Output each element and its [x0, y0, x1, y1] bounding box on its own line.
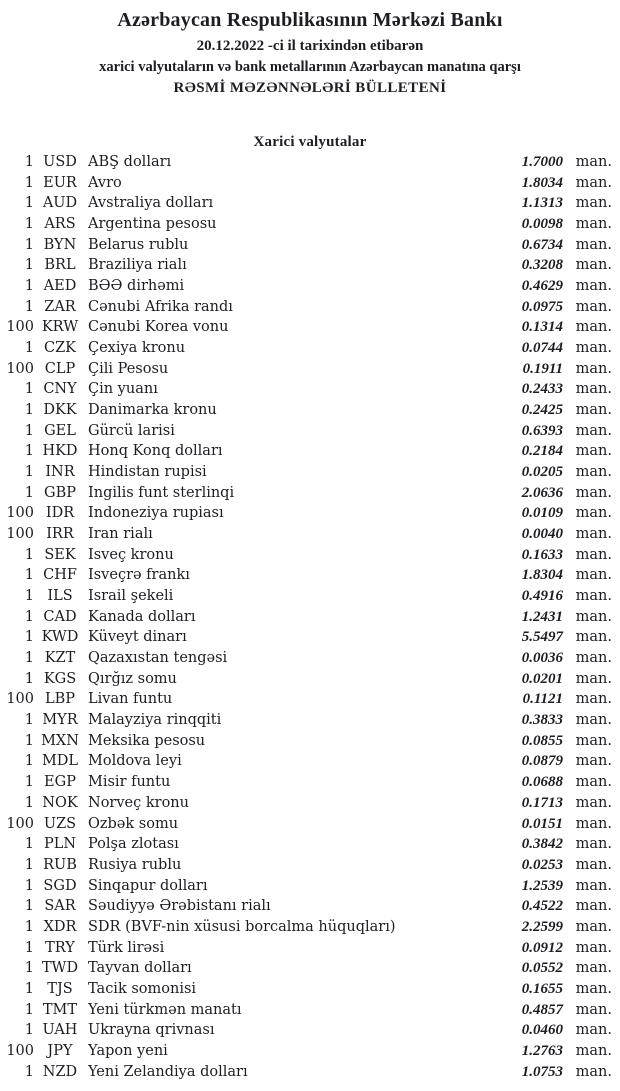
- currency-quantity: 1: [24, 732, 34, 749]
- currency-code: CHF: [43, 567, 77, 584]
- currency-code: CLP: [44, 360, 76, 377]
- currency-quantity: 1: [24, 753, 34, 770]
- currency-code: XDR: [43, 918, 77, 935]
- exchange-rate-value: 0.0098: [521, 216, 563, 233]
- manat-unit-label: man.: [575, 216, 612, 233]
- currency-quantity: 1: [24, 464, 34, 481]
- currency-code: ILS: [47, 588, 73, 605]
- currency-code: ZAR: [44, 298, 76, 315]
- currency-name: Rusiya rublu: [88, 856, 182, 873]
- currency-quantity: 1: [24, 340, 34, 357]
- manat-unit-label: man.: [575, 567, 612, 584]
- currency-code: ARS: [44, 216, 76, 233]
- manat-unit-label: man.: [575, 650, 612, 667]
- currency-code: KZT: [44, 650, 76, 667]
- currency-name: Honq Konq dolları: [88, 443, 223, 460]
- currency-quantity: 1: [24, 546, 34, 563]
- currency-row: [6, 299, 612, 320]
- currency-name: Tayvan dolları: [88, 960, 192, 977]
- currency-row: [6, 443, 612, 464]
- currency-name: Çili Pesosu: [88, 360, 169, 377]
- currency-quantity: 1: [24, 774, 34, 791]
- currency-quantity: 1: [24, 898, 34, 915]
- currency-name: Türk lirəsi: [88, 939, 165, 956]
- currency-name: İsveçrə frankı: [88, 567, 190, 584]
- currency-row: [6, 340, 612, 361]
- currency-code: MDL: [41, 753, 79, 770]
- currency-row: [6, 733, 612, 754]
- exchange-rate-value: 1.8304: [521, 567, 563, 584]
- exchange-rate-value: 0.4629: [521, 278, 563, 295]
- exchange-rate-value: 0.2433: [521, 381, 563, 398]
- exchange-rate-value: 0.1655: [521, 980, 563, 997]
- exchange-rate-value: 1.0753: [521, 1063, 563, 1080]
- currency-quantity: 1: [24, 567, 34, 584]
- exchange-rate-value: 0.0205: [521, 464, 563, 481]
- currency-code: UZS: [43, 815, 77, 832]
- currency-name: Livan funtu: [88, 691, 173, 708]
- currency-name: Küveyt dinarı: [88, 629, 187, 646]
- manat-unit-label: man.: [575, 980, 612, 997]
- exchange-rate-value: 1.1313: [521, 195, 563, 212]
- currency-quantity: 1: [24, 877, 34, 894]
- currency-name: Səudiyyə Ərəbistanı rialı: [88, 898, 271, 915]
- currency-code: INR: [45, 464, 75, 481]
- manat-unit-label: man.: [575, 836, 612, 853]
- currency-quantity: 1: [24, 195, 34, 212]
- exchange-rate-value: 1.2539: [521, 877, 563, 894]
- currency-code: CZK: [43, 340, 76, 357]
- currency-name: Yeni Zelandiya dolları: [88, 1063, 248, 1080]
- currency-quantity: 1: [24, 422, 34, 439]
- manat-unit-label: man.: [575, 340, 612, 357]
- currency-name: İran rialı: [88, 526, 153, 543]
- currency-row: [6, 588, 612, 609]
- manat-unit-label: man.: [575, 546, 612, 563]
- currency-row: [6, 505, 612, 526]
- manat-unit-label: man.: [575, 236, 612, 253]
- currency-quantity: 1: [24, 670, 34, 687]
- exchange-rate-value: 0.3833: [521, 712, 563, 729]
- exchange-rate-value: 0.0975: [521, 298, 563, 315]
- currency-name: Belarus rublu: [88, 236, 189, 253]
- currency-code: SGD: [43, 877, 77, 894]
- manat-unit-label: man.: [575, 443, 612, 460]
- currency-name: İndoneziya rupiası: [88, 505, 224, 522]
- currency-row: [6, 898, 612, 919]
- currency-code: DKK: [43, 402, 77, 419]
- exchange-rate-value: 0.0253: [521, 856, 563, 873]
- manat-unit-label: man.: [575, 1063, 612, 1080]
- currency-code: TJS: [47, 980, 73, 997]
- manat-unit-label: man.: [575, 1022, 612, 1039]
- currency-quantity: 1: [24, 298, 34, 315]
- currency-name: Misir funtu: [88, 774, 171, 791]
- currency-code: MXN: [41, 732, 79, 749]
- manat-unit-label: man.: [575, 856, 612, 873]
- currency-name: Meksika pesosu: [88, 732, 206, 749]
- currency-quantity: 1: [24, 980, 34, 997]
- currency-name: ABŞ dolları: [88, 154, 172, 170]
- currency-row: [6, 257, 612, 278]
- currency-code: PLN: [43, 836, 77, 853]
- currency-quantity: 100: [6, 815, 34, 832]
- exchange-rate-value: 1.2431: [521, 608, 563, 625]
- currency-row: [6, 1043, 612, 1064]
- currency-code: CNY: [43, 381, 77, 398]
- currency-quantity: 1: [24, 960, 34, 977]
- currency-code: TWD: [41, 960, 79, 977]
- currency-row: [6, 878, 612, 899]
- manat-unit-label: man.: [575, 794, 612, 811]
- currency-code: NOK: [42, 794, 78, 811]
- exchange-rate-value: 0.0460: [521, 1022, 563, 1039]
- exchange-rate-value: 5.5497: [521, 629, 563, 646]
- exchange-rate-value: 1.7000: [521, 154, 563, 170]
- currency-row: [6, 857, 612, 878]
- currency-name: Gürcü larisi: [88, 422, 175, 439]
- currency-quantity: 1: [24, 794, 34, 811]
- currency-name: Avstraliya dolları: [88, 195, 214, 212]
- manat-unit-label: man.: [575, 257, 612, 274]
- exchange-rate-value: 0.1314: [521, 319, 563, 336]
- currency-name: SDR (BVF-nin xüsusi borcalma hüquqları): [88, 918, 396, 935]
- currency-code: TRY: [45, 939, 75, 956]
- currency-name: Moldova leyi: [88, 753, 182, 770]
- currency-row: [6, 216, 612, 237]
- exchange-rate-value: 0.0552: [521, 960, 563, 977]
- currency-name: Cənubi Korea vonu: [88, 319, 229, 336]
- currency-name: Qırğız somu: [88, 670, 177, 687]
- bank-title: Azərbaycan Respublikasının Mərkəzi Bankı: [117, 9, 503, 31]
- exchange-rate-value: 0.2184: [521, 443, 563, 460]
- currency-name: Braziliya rialı: [88, 257, 187, 274]
- currency-quantity: 100: [6, 1042, 34, 1059]
- currency-quantity: 1: [24, 174, 34, 191]
- currency-code: KGS: [43, 670, 77, 687]
- exchange-rate-value: 0.0040: [521, 526, 563, 543]
- currency-quantity: 100: [6, 691, 34, 708]
- currency-quantity: 1: [24, 216, 34, 233]
- currency-row: [6, 981, 612, 1002]
- exchange-rate-value: 0.6734: [521, 236, 563, 253]
- exchange-rate-value: 0.0109: [521, 505, 563, 522]
- exchange-rate-value: 0.3208: [521, 257, 563, 274]
- currency-quantity: 1: [24, 381, 34, 398]
- currency-name: Çin yuanı: [88, 381, 158, 398]
- currency-code: KRW: [41, 319, 79, 336]
- currency-row: [6, 278, 612, 299]
- manat-unit-label: man.: [575, 278, 612, 295]
- currency-quantity: 1: [24, 939, 34, 956]
- exchange-rate-value: 0.4857: [521, 1001, 563, 1018]
- exchange-rate-value: 0.0151: [521, 815, 563, 832]
- exchange-rate-value: 0.1121: [522, 691, 563, 708]
- currency-code: KWD: [41, 629, 79, 646]
- currency-quantity: 1: [24, 402, 34, 419]
- currency-row: [6, 1064, 612, 1085]
- currency-name: Tacik somonisi: [88, 980, 197, 997]
- exchange-rate-value: 0.6393: [521, 422, 563, 439]
- currency-name: İsrail şekeli: [88, 588, 174, 605]
- exchange-rate-value: 0.0036: [521, 650, 563, 667]
- currency-row: [6, 795, 612, 816]
- currency-code: CAD: [43, 608, 77, 625]
- currency-name: BƏƏ dirhəmi: [88, 278, 185, 295]
- manat-unit-label: man.: [575, 608, 612, 625]
- manat-unit-label: man.: [575, 712, 612, 729]
- currency-code: SEK: [44, 546, 76, 563]
- currency-row: [6, 237, 612, 258]
- currency-quantity: 1: [24, 236, 34, 253]
- exchange-rate-value: 0.4522: [521, 898, 563, 915]
- manat-unit-label: man.: [575, 939, 612, 956]
- manat-unit-label: man.: [575, 174, 612, 191]
- currency-row: [6, 361, 612, 382]
- currency-row: [6, 671, 612, 692]
- currency-row: [6, 836, 612, 857]
- currency-row: [6, 485, 612, 506]
- currency-name: Ukrayna qrivnası: [88, 1022, 215, 1039]
- currency-name: Argentina pesosu: [88, 216, 217, 233]
- exchange-rate-value: 2.2599: [521, 918, 563, 935]
- manat-unit-label: man.: [575, 960, 612, 977]
- currency-row: [6, 464, 612, 485]
- manat-unit-label: man.: [575, 319, 612, 336]
- manat-unit-label: man.: [575, 918, 612, 935]
- currency-name: Qazaxıstan tengəsi: [88, 650, 228, 667]
- currency-code: LBP: [44, 691, 76, 708]
- currency-name: Polşa zlotası: [88, 836, 179, 853]
- currency-code: USD: [43, 154, 77, 170]
- currency-quantity: 100: [6, 505, 34, 522]
- currency-row: [6, 712, 612, 733]
- currency-code: AED: [43, 278, 77, 295]
- manat-unit-label: man.: [575, 877, 612, 894]
- manat-unit-label: man.: [575, 629, 612, 646]
- currency-row: [6, 567, 612, 588]
- currency-code: EUR: [43, 174, 77, 191]
- currency-name: Yapon yeni: [88, 1042, 168, 1059]
- currency-row: [6, 154, 612, 175]
- currency-code: GBP: [44, 484, 76, 501]
- currency-name: Yeni türkmən manatı: [88, 1001, 242, 1018]
- currency-code: BYN: [43, 236, 77, 253]
- currency-row: [6, 753, 612, 774]
- currency-quantity: 1: [24, 154, 34, 170]
- manat-unit-label: man.: [575, 360, 612, 377]
- currency-quantity: 1: [24, 918, 34, 935]
- currency-row: [6, 175, 612, 196]
- manat-unit-label: man.: [575, 381, 612, 398]
- manat-unit-label: man.: [575, 422, 612, 439]
- currency-row: [6, 402, 612, 423]
- exchange-rates-table: [0, 154, 620, 1084]
- currency-code: EGP: [44, 774, 76, 791]
- currency-row: [6, 609, 612, 630]
- currency-quantity: 1: [24, 257, 34, 274]
- effective-date-line: 20.12.2022 -ci il tarixindən etibarən: [196, 38, 424, 54]
- currency-quantity: 1: [24, 712, 34, 729]
- currency-row: [6, 650, 612, 671]
- manat-unit-label: man.: [575, 464, 612, 481]
- manat-unit-label: man.: [575, 505, 612, 522]
- exchange-rate-value: 0.2425: [521, 402, 563, 419]
- manat-unit-label: man.: [575, 753, 612, 770]
- currency-quantity: 1: [24, 484, 34, 501]
- currency-code: GEL: [44, 422, 76, 439]
- currency-code: IDR: [45, 505, 75, 522]
- bulletin-subtitle: xarici valyutaların və bank metallarının Azərbaycan manatına qarşı: [99, 59, 521, 75]
- manat-unit-label: man.: [575, 732, 612, 749]
- exchange-rate-value: 1.2763: [521, 1042, 563, 1059]
- currency-quantity: 1: [24, 856, 34, 873]
- exchange-rate-value: 0.0688: [521, 774, 563, 791]
- exchange-rate-value: 0.0744: [521, 340, 563, 357]
- manat-unit-label: man.: [575, 815, 612, 832]
- exchange-rate-value: 0.3842: [521, 836, 563, 853]
- currency-code: UAH: [42, 1022, 78, 1039]
- manat-unit-label: man.: [575, 774, 612, 791]
- currency-row: [6, 319, 612, 340]
- currency-row: [6, 774, 612, 795]
- currency-code: RUB: [43, 856, 77, 873]
- currency-code: NZD: [42, 1063, 78, 1080]
- currency-name: Danimarka kronu: [88, 402, 217, 419]
- manat-unit-label: man.: [575, 526, 612, 543]
- currency-code: JPY: [47, 1042, 73, 1059]
- currency-code: SAR: [44, 898, 76, 915]
- currency-name: Cənubi Afrika randı: [88, 298, 233, 315]
- currency-row: [6, 547, 612, 568]
- currency-name: Sinqapur dolları: [88, 877, 208, 894]
- bulletin-header: [0, 8, 620, 97]
- currency-quantity: 100: [6, 319, 34, 336]
- currency-row: [6, 381, 612, 402]
- currency-name: Norveç kronu: [88, 794, 189, 811]
- manat-unit-label: man.: [575, 670, 612, 687]
- bulletin-name: RƏSMİ MƏZƏNNƏLƏRİ BÜLLETENİ: [173, 80, 447, 96]
- currency-quantity: 1: [24, 836, 34, 853]
- section-title-foreign-currencies: Xarici valyutalar: [253, 134, 367, 150]
- currency-quantity: 1: [24, 588, 34, 605]
- currency-row: [6, 691, 612, 712]
- currency-name: İsveç kronu: [88, 546, 174, 563]
- currency-row: [6, 1002, 612, 1023]
- exchange-rate-value: 0.1633: [521, 546, 563, 563]
- manat-unit-label: man.: [575, 588, 612, 605]
- currency-name: Kanada dolları: [88, 608, 196, 625]
- currency-quantity: 1: [24, 608, 34, 625]
- currency-quantity: 1: [24, 1022, 34, 1039]
- currency-name: Hindistan rupisi: [88, 464, 207, 481]
- manat-unit-label: man.: [575, 154, 612, 170]
- currency-name: Özbək somu: [88, 815, 179, 832]
- exchange-rate-value: 0.0855: [521, 732, 563, 749]
- exchange-rate-value: 0.1911: [522, 360, 563, 377]
- currency-quantity: 1: [24, 1063, 34, 1080]
- currency-quantity: 1: [24, 278, 34, 295]
- currency-row: [6, 526, 612, 547]
- currency-code: TMT: [42, 1001, 78, 1018]
- currency-row: [6, 1022, 612, 1043]
- exchange-rate-value: 0.4916: [521, 588, 563, 605]
- exchange-rate-value: 0.0879: [521, 753, 563, 770]
- currency-row: [6, 816, 612, 837]
- currency-name: Malayziya rinqqiti: [88, 712, 222, 729]
- exchange-rate-value: 1.8034: [521, 174, 563, 191]
- manat-unit-label: man.: [575, 402, 612, 419]
- currency-row: [6, 940, 612, 961]
- exchange-rate-value: 0.0912: [521, 939, 563, 956]
- currency-quantity: 1: [24, 1001, 34, 1018]
- manat-unit-label: man.: [575, 195, 612, 212]
- currency-row: [6, 919, 612, 940]
- currency-quantity: 1: [24, 629, 34, 646]
- manat-unit-label: man.: [575, 691, 612, 708]
- manat-unit-label: man.: [575, 484, 612, 501]
- exchange-rate-value: 0.0201: [521, 670, 563, 687]
- manat-unit-label: man.: [575, 1042, 612, 1059]
- currency-quantity: 100: [6, 526, 34, 543]
- manat-unit-label: man.: [575, 298, 612, 315]
- currency-quantity: 100: [6, 360, 34, 377]
- currency-row: [6, 423, 612, 444]
- currency-row: [6, 629, 612, 650]
- currency-code: HKD: [42, 443, 78, 460]
- manat-unit-label: man.: [575, 898, 612, 915]
- currency-row: [6, 195, 612, 216]
- exchange-rate-value: 0.1713: [521, 794, 563, 811]
- currency-code: BRL: [44, 257, 76, 274]
- currency-name: İngilis funt sterlinqi: [88, 484, 235, 501]
- currency-row: [6, 960, 612, 981]
- exchange-rate-value: 2.0636: [521, 484, 563, 501]
- currency-name: Çexiya kronu: [88, 340, 186, 357]
- currency-code: IRR: [46, 526, 74, 543]
- currency-quantity: 1: [24, 650, 34, 667]
- currency-name: Avro: [88, 174, 122, 191]
- currency-code: AUD: [42, 195, 78, 212]
- currency-code: MYR: [42, 712, 78, 729]
- currency-quantity: 1: [24, 443, 34, 460]
- manat-unit-label: man.: [575, 1001, 612, 1018]
